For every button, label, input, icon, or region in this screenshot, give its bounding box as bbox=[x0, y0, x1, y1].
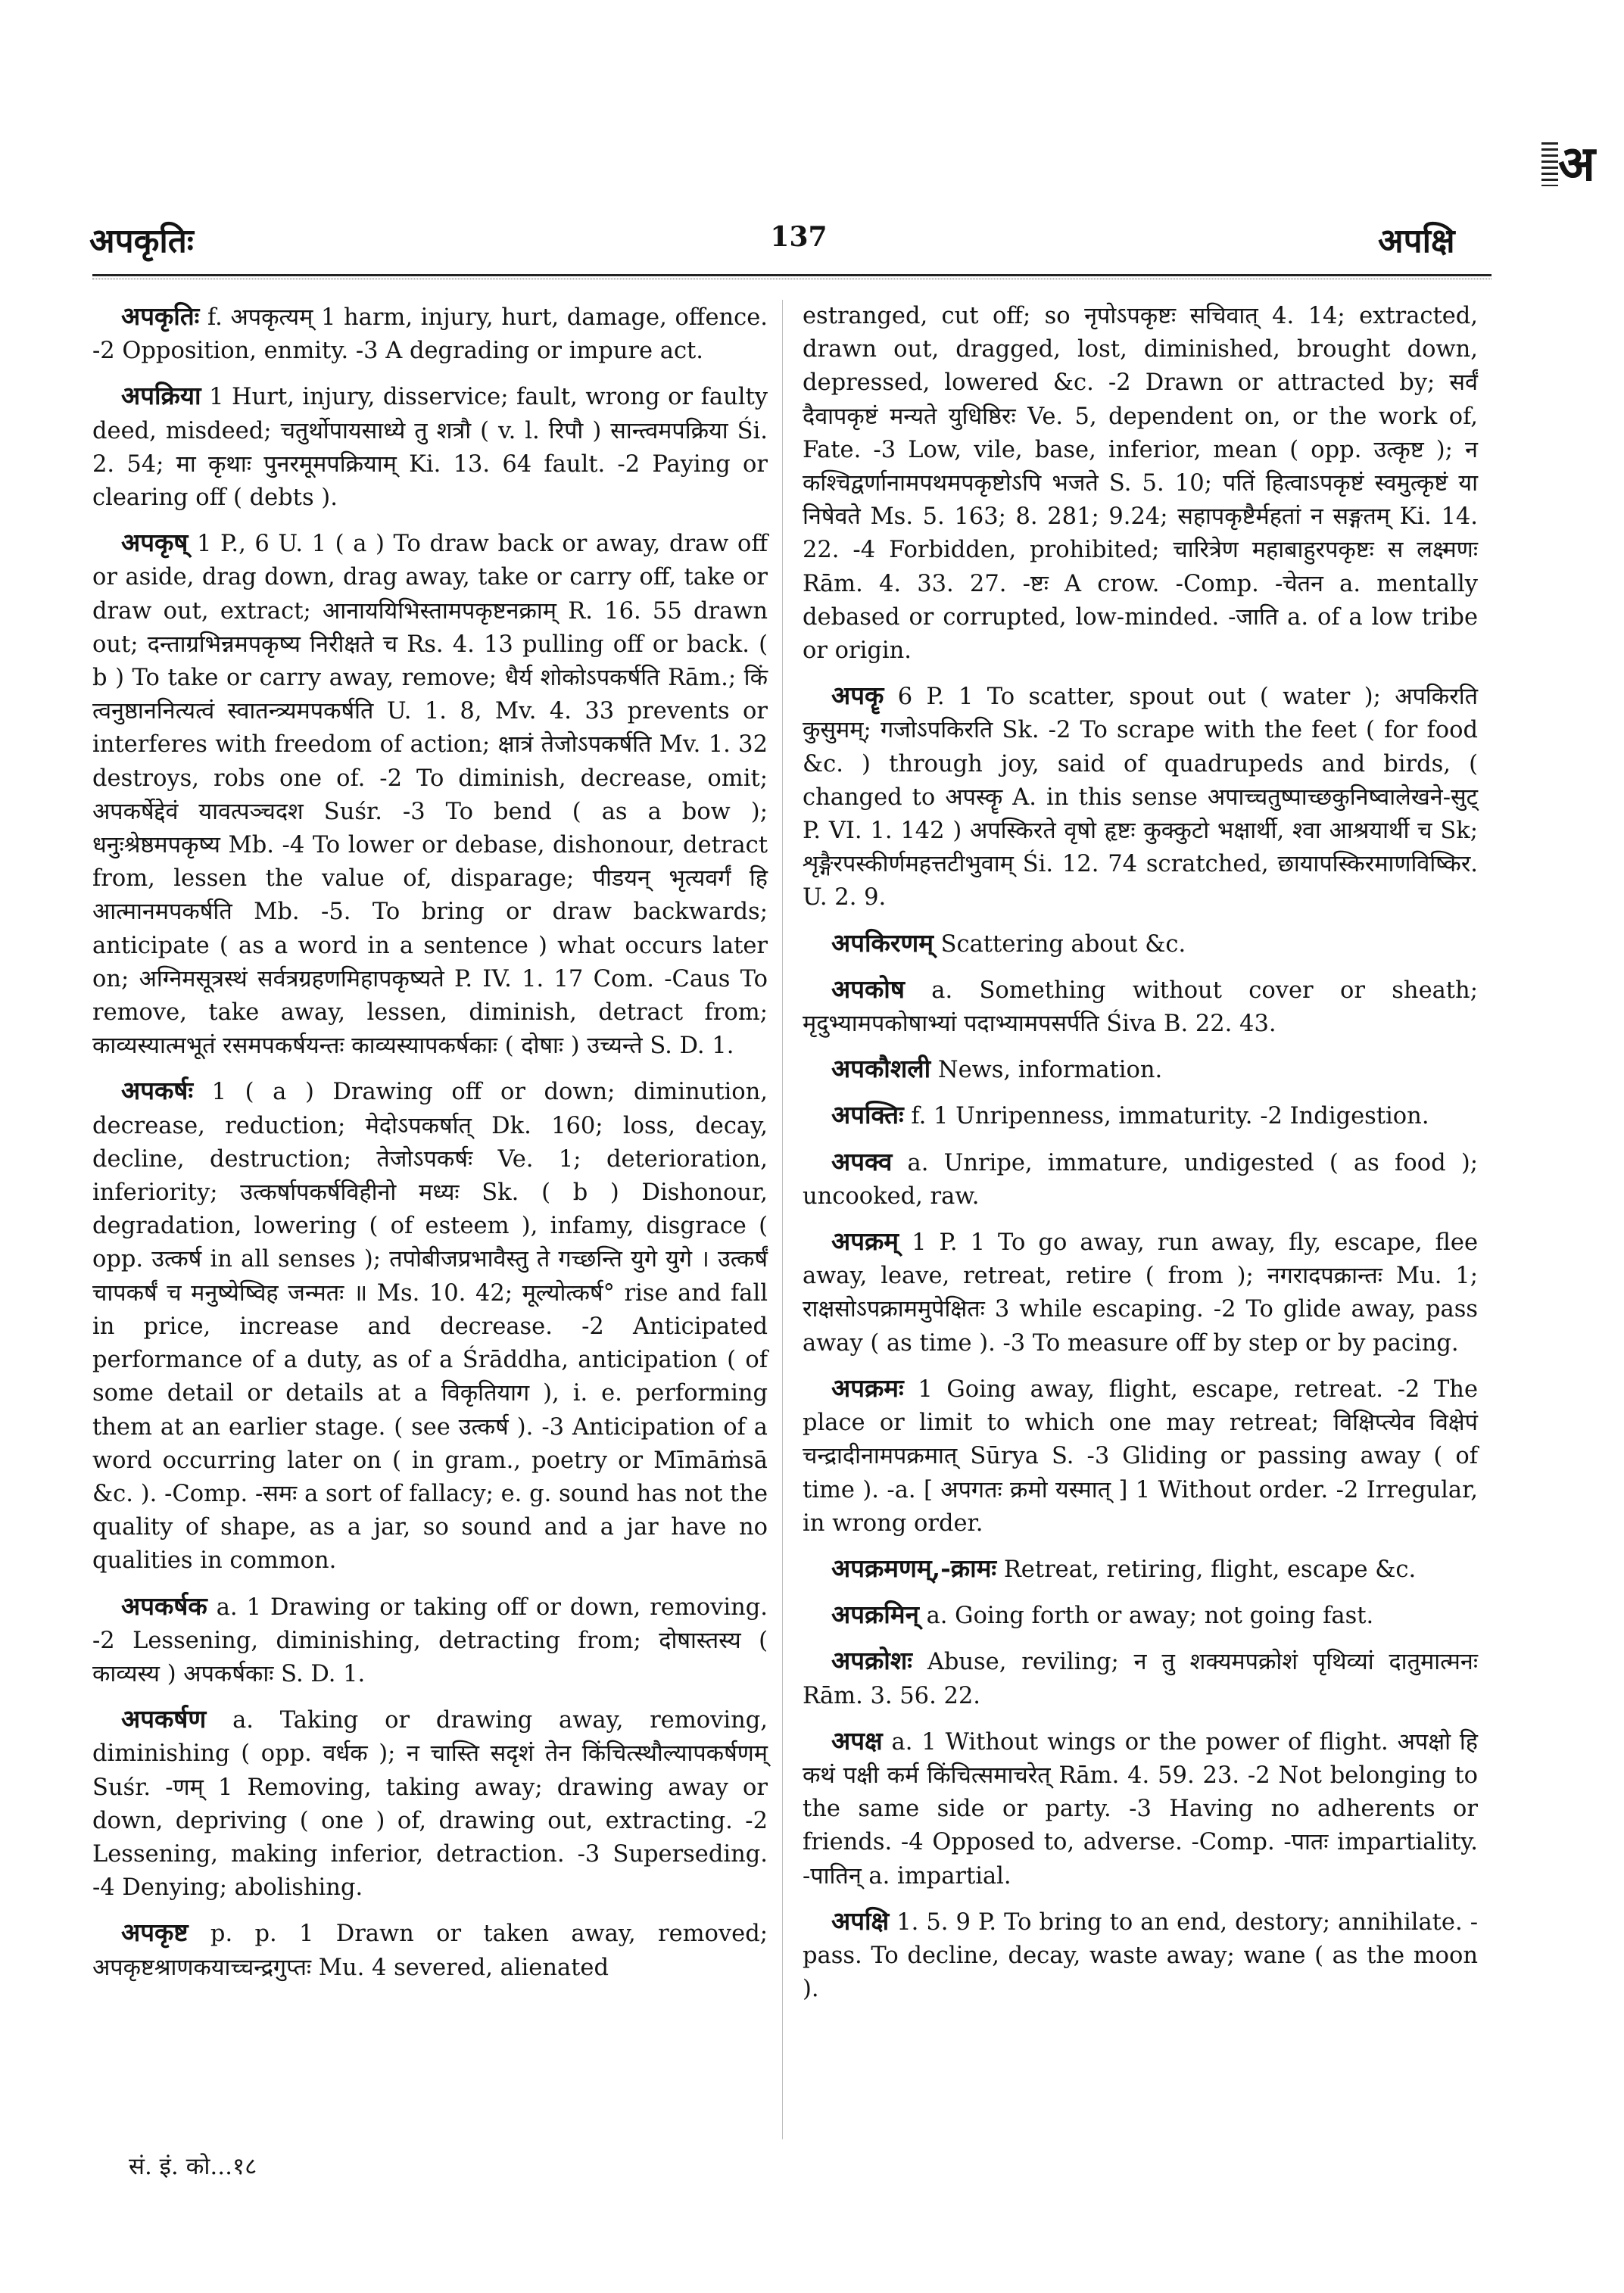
entry-definition: Retreat, retiring, flight, escape &c. bbox=[1003, 1556, 1417, 1583]
entry-definition: f. 1 Unripenness, immaturity. -2 Indigestion. bbox=[911, 1103, 1429, 1130]
dictionary-entry bbox=[92, 1074, 768, 1578]
entry-definition: a. Going forth or away; not going fast. bbox=[926, 1603, 1374, 1630]
dictionary-entry bbox=[92, 526, 768, 1063]
dictionary-entry bbox=[803, 1145, 1478, 1213]
entry-definition: estranged, cut off; so नृपोऽपकृष्टः सचिवात् 4. 14; extracted, drawn out, dragged, lost, diminished, brought down, depressed, lowered &c. -2 Drawn or attracted by; सर्वं दैवापकृष्टं मन्यते युधिष्ठिरः Ve. 5, dependent on, or the work of, Fate. -3 Low, vile, base, inferior, mean ( opp. उत्कृष्ट ); न कश्चिद्वर्णानामपथमपकृष्टोऽपि भजते S. 5. 10; पतिं हित्वाऽपकृष्टं स्वमुत्कृष्टं या निषेवते Ms. 5. 163; 8. 281; 9.24; सहापकृष्टैर्महतां न सङ्गतम् Ki. 14. 22. -4 Forbidden, prohibited; चारित्रेण महाबाहुरपकृष्टः स लक्ष्मणः Rām. 4. 33. 27. -ष्टः A crow. -Comp. -चेतन a. mentally debased or corrupted, low-minded. -जाति a. of a low tribe or origin. bbox=[803, 303, 1478, 665]
entry-definition: News, information. bbox=[937, 1057, 1163, 1084]
thumb-index-lines bbox=[1541, 142, 1558, 186]
page-number: 137 bbox=[770, 221, 828, 253]
left-column bbox=[92, 300, 768, 1996]
entry-definition: 1 Hurt, injury, disservice; fault, wrong or faulty deed, misdeed; चतुर्थोपायसाध्ये तु शत्रौ ( v. l. रिपौ ) सान्त्वमपक्रिया Śi. 2. 54; मा कृथाः पुनरमूमपक्रियाम् Ki. 13. 64 fault. -2 Paying or clearing off ( debts ). bbox=[92, 384, 768, 512]
dictionary-entry bbox=[92, 1703, 768, 1905]
column-divider bbox=[782, 300, 783, 2139]
dictionary-entry bbox=[92, 300, 768, 368]
dictionary-entry bbox=[803, 1225, 1478, 1360]
running-head-right: अपक्षि bbox=[1378, 222, 1455, 260]
entry-definition: 1. 5. 9 P. To bring to an end, destory; annihilate. -pass. To decline, decay, waste away; wane ( as the moon ). bbox=[803, 1908, 1478, 2003]
dictionary-entry bbox=[803, 1724, 1478, 1893]
entry-headword: अपक्रोशः bbox=[831, 1646, 912, 1676]
entry-definition: f. अपकृत्यम् 1 harm, injury, hurt, damage, offence. -2 Opposition, enmity. -3 A degrading or impure act. bbox=[92, 304, 768, 365]
entry-definition: p. p. 1 Drawn or taken away, removed; अपकृष्टश्राणकयाच्चन्द्रगुप्तः Mu. 4 severed, alienated bbox=[92, 1921, 768, 1981]
running-head-left: अपकृतिः bbox=[89, 222, 194, 260]
entry-definition: a. 1 Drawing or taking off or down, removing. -2 Lessening, diminishing, detracting from; दोषास्तस्य ( काव्यस्य ) अपकर्षकाः S. D. 1. bbox=[92, 1594, 768, 1687]
right-column bbox=[803, 300, 1478, 2017]
entry-definition: 1 Going away, flight, escape, retreat. -2 The place or limit to which one may retreat; विक्षिप्त्येव विक्षेपं चन्द्रादीनामपक्रमात् Sūrya S. -3 Gliding or passing away ( of time ). -a. [ अपगतः क्रमो यस्मात् ] 1 Without order. -2 Irregular, in wrong order. bbox=[803, 1375, 1478, 1537]
footer-signature: सं. इं. को...१८ bbox=[129, 2153, 257, 2180]
entry-definition: 1 ( a ) Drawing off or down; diminution, decrease, reduction; मेदोऽपकर्षात् Dk. 160; loss, decay, decline, destruction; तेजोऽपकर्षः Ve. 1; deterioration, inferiority; उत्कर्षापकर्षविहीनो मध्यः Sk. ( b ) Dishonour, degradation, lowering ( of esteem ), infamy, disgrace ( opp. उत्कर्ष in all senses ); तपोबीजप्रभावैस्तु ते गच्छन्ति युगे युगे । उत्कर्षं चापकर्षं च मनुष्येष्विह जन्मतः ॥ Ms. 10. 42; मूल्योत्कर्ष° rise and fall in price, increase and decrease. -2 Anticipated performance of a duty, as of a Śrāddha, anticipation ( of some detail or details at a विकृतियाग ), i. e. performing them at an earlier stage. ( see उत्कर्ष ). -3 Anticipation of a word occurring later on ( in gram., poetry or Mīmāṁsā &c. ). -Comp. -समः a sort of fallacy; e. g. sound has not the quality of shape, as a jar, so sound and a jar have no qualities in common. bbox=[92, 1079, 768, 1575]
dictionary-entry bbox=[803, 973, 1478, 1041]
thumb-index-tab bbox=[1541, 136, 1607, 192]
dictionary-entry bbox=[803, 1052, 1478, 1087]
header-rule bbox=[92, 274, 1492, 276]
entry-definition: a. Unripe, immature, undigested ( as food ); uncooked, raw. bbox=[803, 1149, 1478, 1210]
dictionary-entry bbox=[803, 1098, 1478, 1133]
dictionary-entry bbox=[803, 1372, 1478, 1541]
entry-headword: अपक्रम् bbox=[831, 1226, 899, 1257]
entry-headword: अपकोष bbox=[831, 974, 905, 1004]
entry-headword: अपक्रमः bbox=[831, 1372, 904, 1403]
dictionary-entry bbox=[803, 1552, 1478, 1587]
dictionary-entry bbox=[803, 927, 1478, 961]
thumb-index-letter: अ bbox=[1558, 136, 1595, 192]
entry-headword: अपकॄ bbox=[831, 681, 884, 711]
dictionary-entry bbox=[803, 679, 1478, 914]
entry-headword: अपक्व bbox=[831, 1146, 893, 1176]
entry-definition: 6 P. 1 To scatter, spout out ( water ); अपकिरति कुसुमम्; गजोऽपकिरति Sk. -2 To scrape with the feet ( for food &c. ) through joy, said of quadrupeds and birds, ( changed to अपस्कॄ A. in this sense अपाच्चतुष्पाच्छकुनिष्वालेखने-सुट् P. VI. 1. 142 ) अपस्किरते वृषो हृष्टः कुक्कुटो भक्षार्थी, श्वा आश्रयार्थी च Sk; शृङ्गैरपस्कीर्णमहत्तटीभुवाम् Śi. 12. 74 scratched, छायापस्किरमाणविष्किर. U. 2. 9. bbox=[803, 684, 1478, 911]
dictionary-entry bbox=[92, 1590, 768, 1692]
dictionary-entry bbox=[803, 300, 1478, 668]
entry-headword: अपक्रमिन् bbox=[831, 1600, 919, 1630]
entry-headword: अपकर्षक bbox=[121, 1590, 207, 1621]
entry-definition: a. Taking or drawing away, removing, diminishing ( opp. वर्धक ); न चास्ति सदृशं तेन किंचित्स्थौल्यापकर्षणम् Suśr. -णम् 1 Removing, taking away; drawing away or down, depriving ( one ) of, drawing out, extracting. -2 Lessening, making inferior, detraction. -3 Superseding. -4 Denying; abolishing. bbox=[92, 1707, 768, 1902]
entry-definition: 1 P. 1 To go away, run away, fly, escape, flee away, leave, retreat, retire ( from ); नगरादपक्रान्तः Mu. 1; राक्षसोऽपक्राममुपेक्षितः 3 while escaping. -2 To glide away, pass away ( as time ). -3 To measure off by step or by pacing. bbox=[803, 1229, 1478, 1357]
entry-headword: अपक्ष bbox=[831, 1725, 883, 1756]
entry-definition: a. 1 Without wings or the power of flight. अपक्षो हि कथं पक्षी कर्म किंचित्समाचरेत् Rām. 4. 59. 23. -2 Not belonging to the same side or party. -3 Having no adherents or friends. -4 Opposed to, adverse. -Comp. -पातः impartiality. -पातिन् a. impartial. bbox=[803, 1728, 1478, 1890]
entry-headword: अपक्रमणम्,-क्रामः bbox=[831, 1553, 997, 1583]
entry-headword: अपकृष्ट bbox=[121, 1918, 189, 1948]
entry-definition: Abuse, reviling; न तु शक्यमपक्रोशं पृथिव्यां दातुमात्मनः Rām. 3. 56. 22. bbox=[803, 1649, 1479, 1709]
entry-definition: a. Something without cover or sheath; मृदुभ्यामपकोषाभ्यां पदाभ्यामपसर्पति Śiva B. 22. 43. bbox=[803, 977, 1478, 1038]
dictionary-entry bbox=[803, 1905, 1478, 2007]
entry-headword: अपकृष् bbox=[121, 528, 189, 558]
entry-headword: अपकर्षण bbox=[121, 1704, 207, 1734]
entry-headword: अपकर्षः bbox=[121, 1076, 194, 1106]
dictionary-entry bbox=[803, 1644, 1478, 1712]
entry-headword: अपक्रिया bbox=[121, 381, 201, 411]
dictionary-entry bbox=[92, 1916, 768, 1984]
entry-definition: 1 P., 6 U. 1 ( a ) To draw back or away, draw off or aside, drag down, drag away, take or carry off, take or draw out, extract; आनाययिभिस्तामपकृष्टनक्राम् R. 16. 55 drawn out; दन्ताग्रभिन्नमपकृष्य निरीक्षते च Rs. 4. 13 pulling off or back. ( b ) To take or carry away, remove; धैर्य शोकोऽपकर्षति Rām.; किं त्वनुष्ठाननित्यत्वं स्वातन्त्र्यमपकर्षति U. 1. 8, Mv. 4. 33 prevents or interferes with freedom of action; क्षात्रं तेजोऽपकर्षति Mv. 1. 32 destroys, robs one of. -2 To diminish, decrease, omit; अपकर्षेद्देवं यावत्पञ्चदश Suśr. -3 To bend ( as a bow ); धनुःश्रेष्ठमपकृष्य Mb. -4 To lower or debase, dishonour, detract from, lessen the value of, disparage; पीडयन् भृत्यवर्गं हि आत्मानमपकर्षति Mb. -5. To bring or draw backwards; anticipate ( as a word in a sentence ) what occurs later on; अग्निमसूत्रस्थं सर्वत्रग्रहणमिहापकृष्यते P. IV. 1. 17 Com. -Caus To remove, take away, lessen, diminish, detract from; काव्यस्यात्मभूतं रसमपकर्षयन्तः काव्यस्यापकर्षकाः ( दोषाः ) उच्यन्ते S. D. 1. bbox=[92, 531, 768, 1060]
dictionary-entry bbox=[92, 379, 768, 515]
entry-headword: अपक्षि bbox=[831, 1905, 890, 1936]
dictionary-entry bbox=[803, 1598, 1478, 1633]
entry-headword: अपकृतिः bbox=[121, 301, 200, 331]
entry-headword: अपकौशली bbox=[831, 1054, 931, 1084]
entry-definition: Scattering about &c. bbox=[940, 930, 1186, 958]
entry-headword: अपकिरणम् bbox=[831, 927, 934, 958]
entry-headword: अपक्तिः bbox=[831, 1100, 904, 1130]
